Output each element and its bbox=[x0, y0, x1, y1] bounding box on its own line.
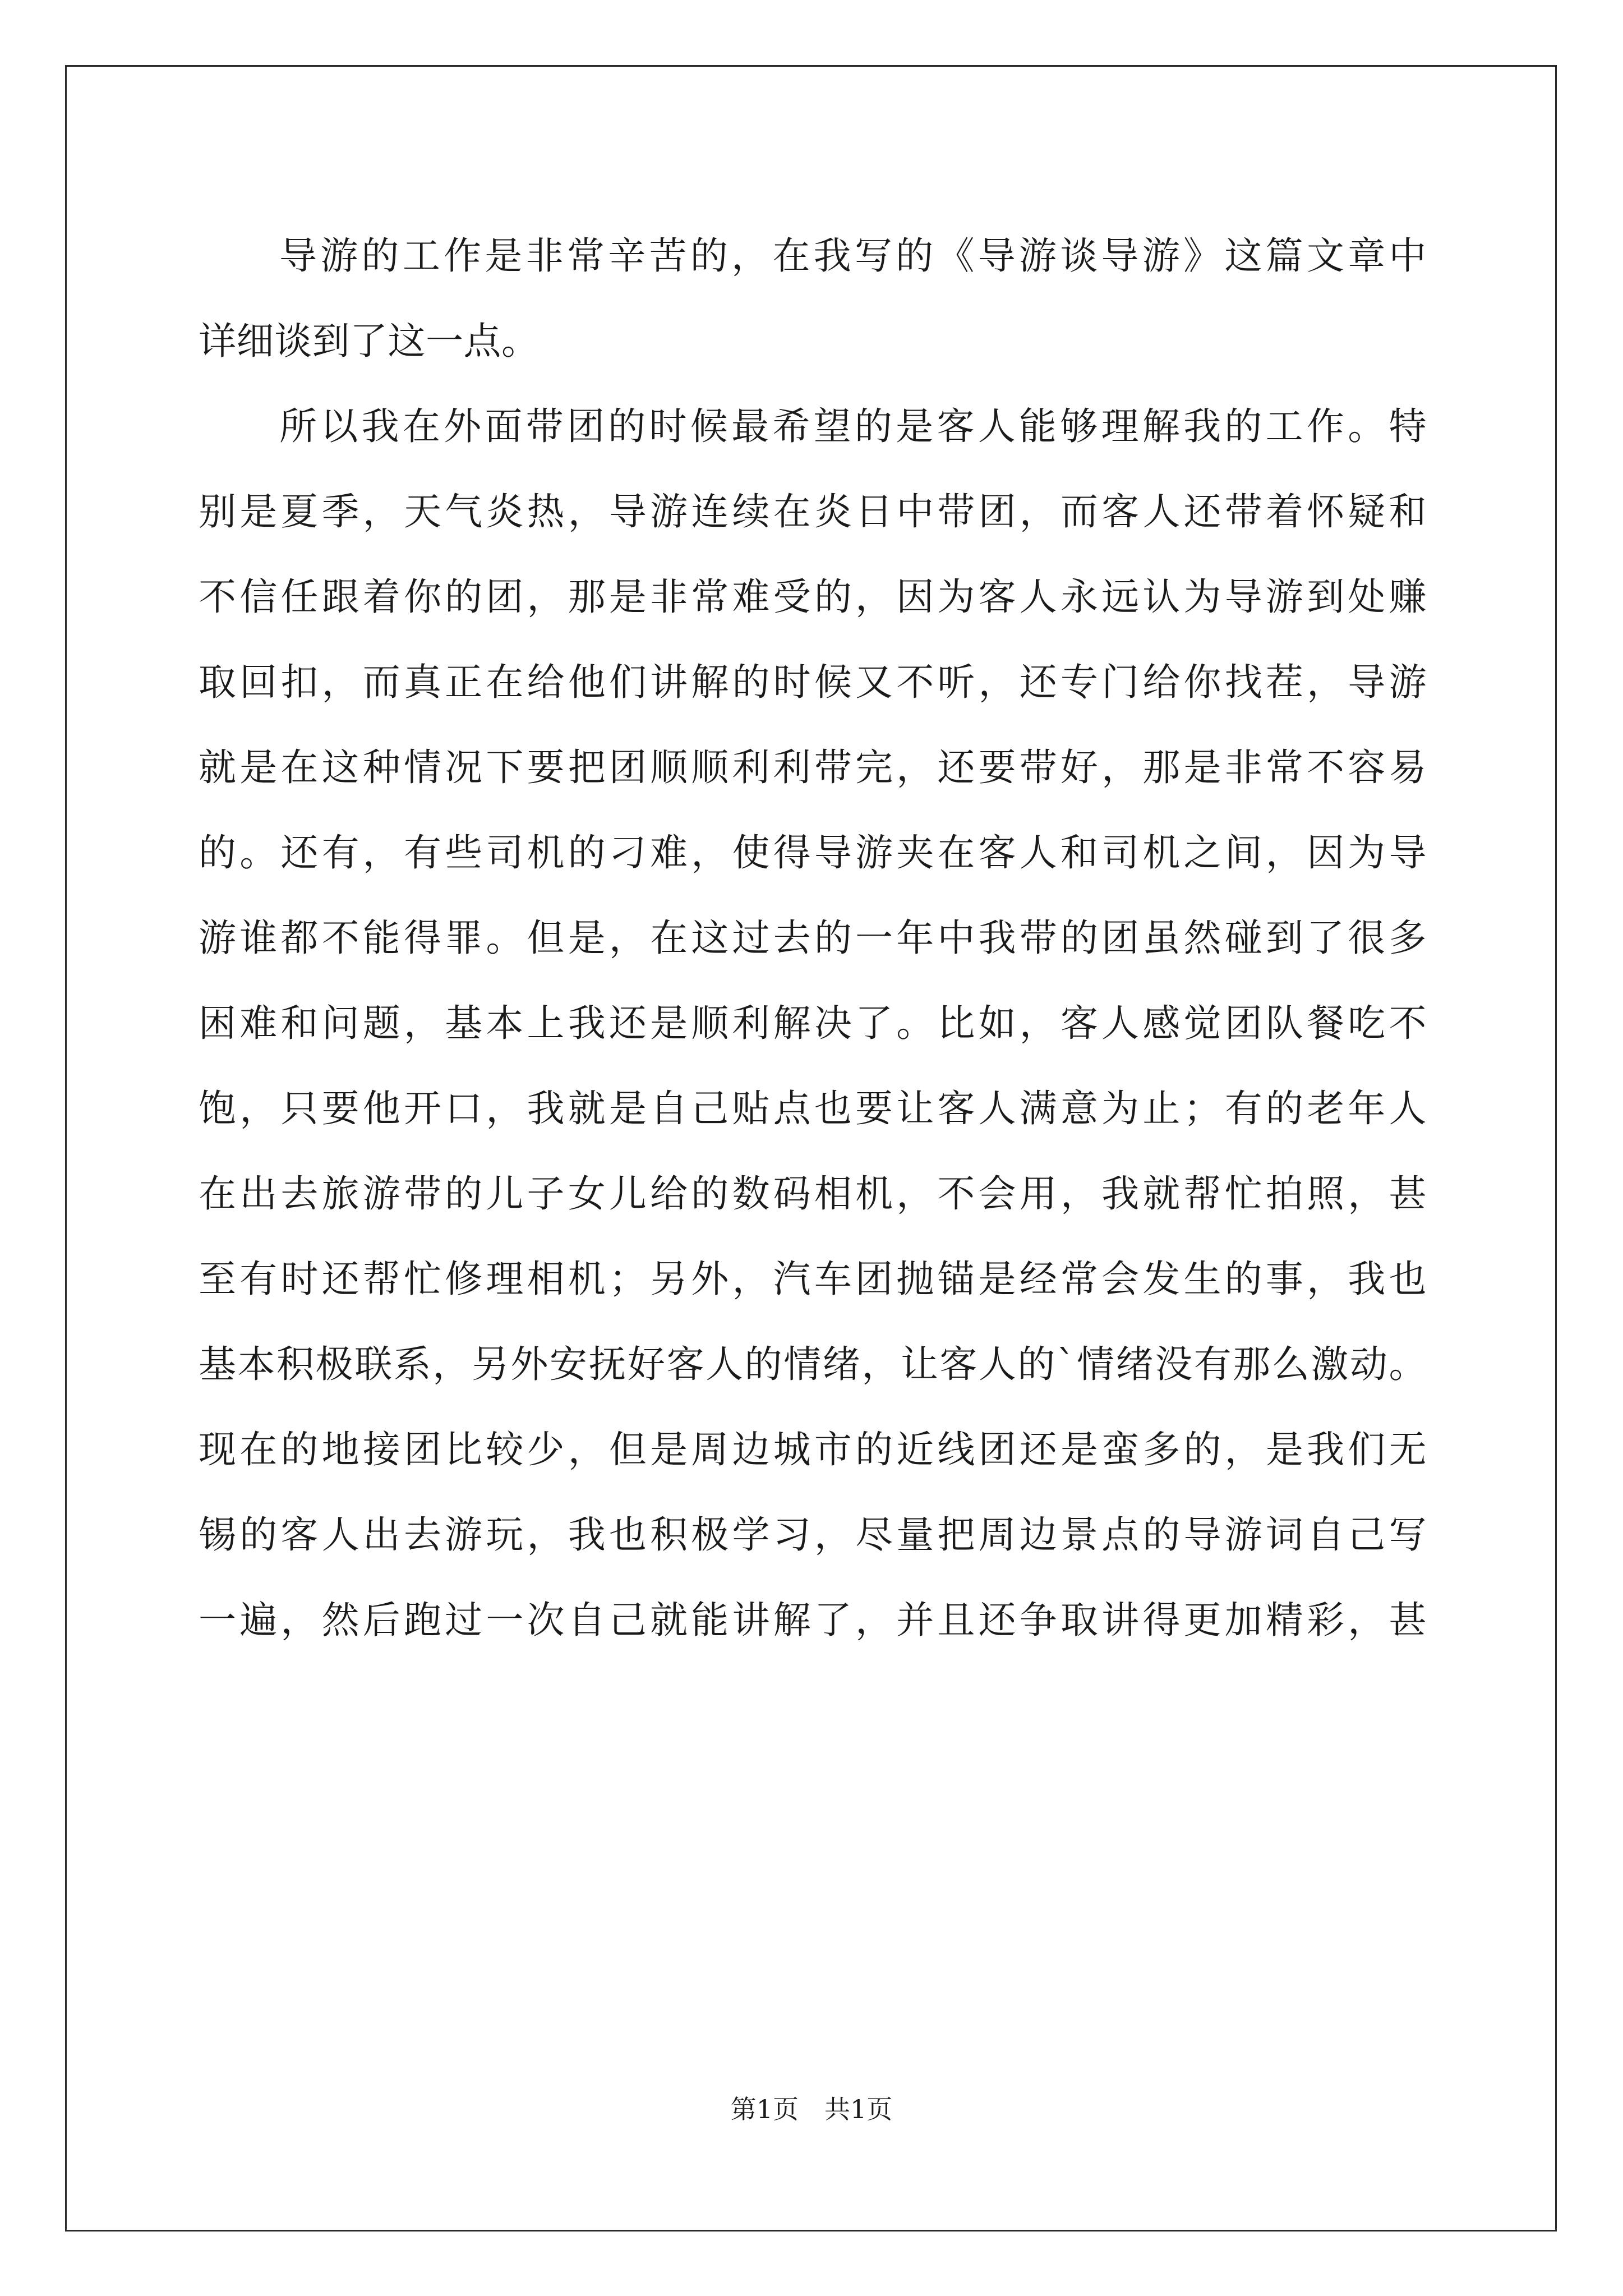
paragraph-2-line-7: 游谁都不能得罪。但是，在这过去的一年中我带的团虽然碰到了很多 bbox=[199, 916, 1427, 960]
paragraph-2-line-11: 至有时还帮忙修理相机；另外，汽车团抛锚是经常会发生的事，我也 bbox=[199, 1257, 1427, 1301]
paragraph-1-line-2: 详细谈到了这一点。 bbox=[199, 319, 540, 363]
paragraph-2-line-8: 困难和问题，基本上我还是顺利解决了。比如，客人感觉团队餐吃不 bbox=[199, 1001, 1427, 1045]
paragraph-2-line-12: 基本积极联系，另外安抚好客人的情绪，让客人的`情绪没有那么激动。 bbox=[199, 1342, 1427, 1386]
paragraph-2-line-3: 不信任跟着你的团，那是非常难受的，因为客人永远认为导游到处赚 bbox=[199, 575, 1427, 619]
paragraph-2-line-13: 现在的地接团比较少，但是周边城市的近线团还是蛮多的，是我们无 bbox=[199, 1428, 1427, 1471]
page-number-footer: 第1页 共1页 bbox=[730, 2094, 893, 2124]
paragraph-2-line-2: 别是夏季，天气炎热，导游连续在炎日中带团，而客人还带着怀疑和 bbox=[199, 490, 1427, 533]
paragraph-2-line-14: 锡的客人出去游玩，我也积极学习，尽量把周边景点的导游词自己写 bbox=[199, 1513, 1427, 1557]
document-body bbox=[199, 213, 1427, 1663]
paragraph-1-line-1: 导游的工作是非常辛苦的，在我写的《导游谈导游》这篇文章中 bbox=[279, 234, 1427, 278]
paragraph-2-line-9: 饱，只要他开口，我就是自己贴点也要让客人满意为止；有的老年人 bbox=[199, 1087, 1427, 1130]
paragraph-2-line-5: 就是在这种情况下要把团顺顺利利带完，还要带好，那是非常不容易 bbox=[199, 746, 1427, 789]
paragraph-2-line-4: 取回扣，而真正在给他们讲解的时候又不听，还专门给你找茬，导游 bbox=[199, 660, 1427, 704]
paragraph-2-line-6: 的。还有，有些司机的刁难，使得导游夹在客人和司机之间，因为导 bbox=[199, 831, 1427, 875]
paragraph-2-line-10: 在出去旅游带的儿子女儿给的数码相机，不会用，我就帮忙拍照，甚 bbox=[199, 1172, 1427, 1216]
paragraph-2-line-1: 所以我在外面带团的时候最希望的是客人能够理解我的工作。特 bbox=[279, 404, 1427, 448]
paragraph-2-line-15: 一遍，然后跑过一次自己就能讲解了，并且还争取讲得更加精彩，甚 bbox=[199, 1598, 1427, 1642]
